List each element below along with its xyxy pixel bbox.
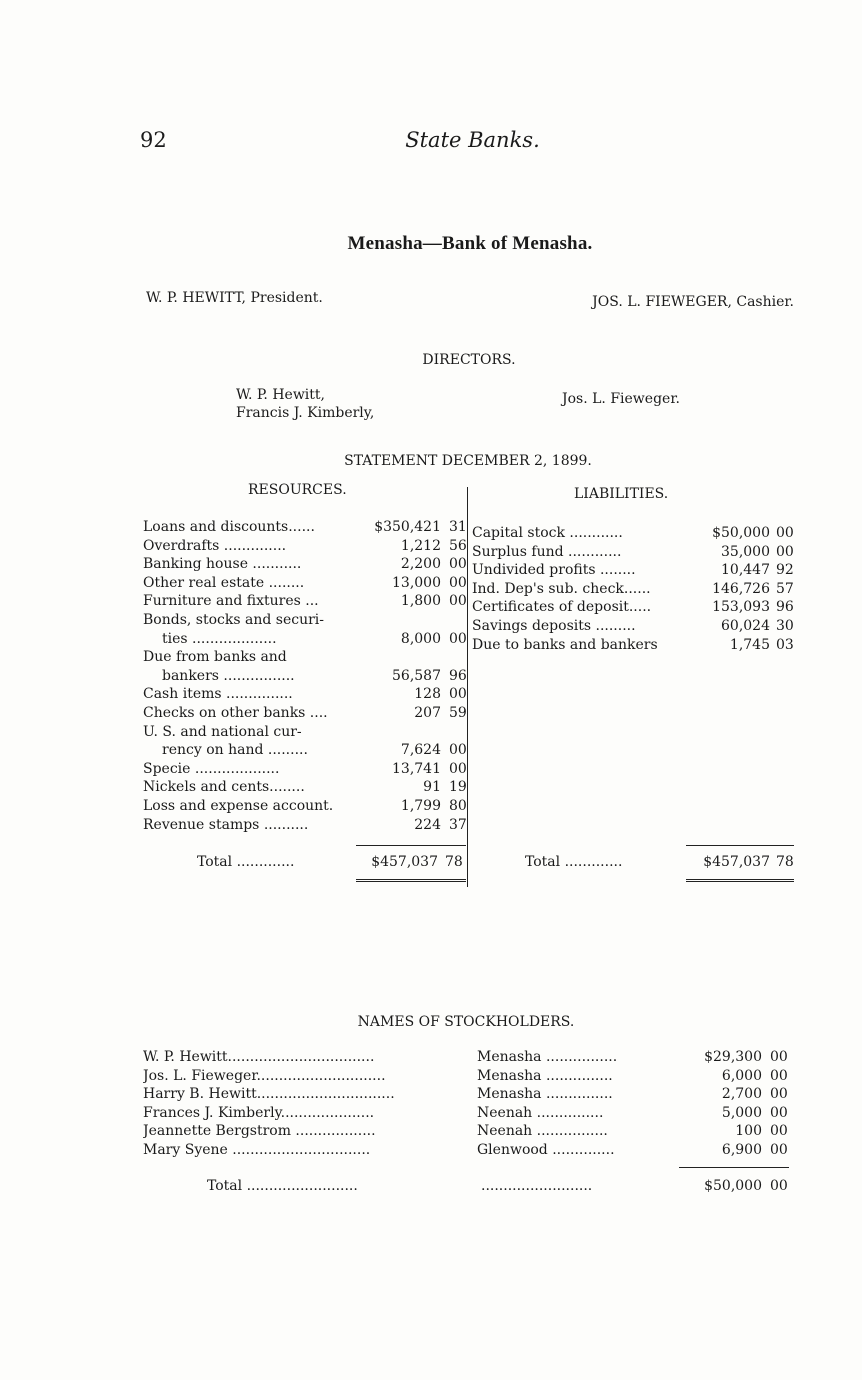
- resource-label: Due from banks and: [143, 649, 287, 666]
- total-place-dots: .........................: [481, 1178, 593, 1194]
- liability-dollars: 60,024: [721, 618, 770, 634]
- liabilities-total-rule: [686, 879, 794, 882]
- resource-dollars: $350,421: [374, 519, 441, 535]
- resource-label: Banking house ...........: [143, 556, 302, 573]
- resource-row: [0, 723, 862, 741]
- resource-label: Overdrafts ..............: [143, 537, 287, 554]
- president: W. P. HEWITT, President.: [146, 290, 323, 306]
- resource-label: Furniture and fixtures ...: [143, 593, 319, 610]
- resources-total-rule: [356, 879, 466, 882]
- stockholder-row: [0, 1048, 862, 1066]
- liability-row: [0, 617, 862, 635]
- resource-row: [0, 760, 862, 778]
- stockholder-row: [0, 1104, 862, 1122]
- resource-dollars: 2,200: [400, 556, 441, 573]
- resource-dollars: 1,799: [400, 798, 441, 814]
- statement-heading: STATEMENT DECEMBER 2, 1899.: [344, 453, 592, 469]
- stockholders-heading: NAMES OF STOCKHOLDERS.: [357, 1014, 575, 1030]
- total-cents: 78: [445, 854, 463, 870]
- stockholder-dollars: 5,000: [721, 1104, 762, 1121]
- resource-cents: 96: [449, 667, 467, 684]
- stockholder-place: Glenwood ..............: [477, 1142, 615, 1158]
- stockholder-row: [0, 1067, 862, 1085]
- liability-cents: 03: [776, 636, 794, 653]
- resource-cents: 00: [449, 630, 467, 647]
- liabilities-total-row: [0, 853, 862, 871]
- liability-cents: 30: [776, 618, 794, 634]
- stockholder-cents: 00: [770, 1104, 788, 1121]
- liability-cents: 00: [776, 525, 794, 541]
- liability-row: [0, 543, 862, 561]
- stockholders-total-row: [0, 1177, 862, 1195]
- resource-cents: 37: [449, 816, 467, 833]
- stockholder-cents: 00: [770, 1049, 788, 1065]
- resource-row: [0, 704, 862, 722]
- stockholder-row: [0, 1141, 862, 1159]
- resource-label: Cash items ...............: [143, 686, 293, 703]
- stockholder-cents: 00: [770, 1142, 788, 1158]
- resource-label: Checks on other banks ....: [143, 705, 328, 721]
- resource-dollars: 13,000: [392, 574, 441, 591]
- resource-dollars: 8,000: [400, 630, 441, 647]
- liability-label: Undivided profits ........: [472, 562, 636, 579]
- resource-cents: 00: [449, 686, 467, 703]
- stockholder-dollars: $29,300: [704, 1049, 762, 1065]
- stockholder-row: [0, 1085, 862, 1103]
- total-dollars: $457,037: [371, 854, 438, 870]
- total-label: Total .............: [197, 854, 295, 870]
- director-name: Jos. L. Fieweger.: [562, 391, 680, 407]
- liability-row: [0, 524, 862, 542]
- resource-cents: 19: [449, 779, 467, 796]
- stockholder-cents: 00: [770, 1067, 788, 1084]
- resource-dollars: 207: [414, 705, 441, 721]
- stockholder-name: Jeannette Bergstrom ..................: [143, 1123, 376, 1140]
- liability-row: [0, 636, 862, 654]
- stockholder-row: [0, 1122, 862, 1140]
- resource-cents: 00: [449, 593, 467, 610]
- resource-label: ties ...................: [162, 630, 277, 647]
- director-name: Francis J. Kimberly,: [236, 405, 375, 421]
- resource-row: [0, 685, 862, 703]
- resource-label: Specie ...................: [143, 760, 280, 777]
- resource-row: [0, 778, 862, 796]
- stockholder-dollars: 2,700: [721, 1086, 762, 1103]
- stockholder-place: Menasha ...............: [477, 1067, 613, 1084]
- resource-label: Loss and expense account.: [143, 798, 334, 814]
- stockholder-dollars: 100: [735, 1123, 762, 1140]
- director-name: W. P. Hewitt,: [236, 387, 325, 403]
- stockholder-place: Menasha ...............: [477, 1086, 613, 1103]
- resource-dollars: 1,212: [400, 537, 441, 554]
- bank-title: Menasha—Bank of Menasha.: [347, 233, 593, 254]
- liability-label: Due to banks and bankers: [472, 636, 658, 653]
- resource-label: Other real estate ........: [143, 574, 305, 591]
- resource-row: [0, 667, 862, 685]
- liability-label: Ind. Dep's sub. check......: [472, 580, 651, 597]
- liability-dollars: 10,447: [721, 562, 770, 579]
- stockholder-place: Neenah ................: [477, 1123, 608, 1140]
- stockholder-name: Mary Syene ...............................: [143, 1142, 371, 1158]
- liability-cents: 00: [776, 543, 794, 560]
- liabilities-subtotal-rule: [686, 845, 794, 846]
- resource-row: [0, 741, 862, 759]
- resource-cents: 59: [449, 705, 467, 721]
- resource-cents: 00: [449, 742, 467, 759]
- liabilities-heading: LIABILITIES.: [574, 486, 669, 502]
- resource-dollars: 56,587: [392, 667, 441, 684]
- stockholder-place: Menasha ................: [477, 1049, 618, 1065]
- resource-cents: 00: [449, 760, 467, 777]
- liability-label: Capital stock ............: [472, 525, 623, 541]
- resource-label: Loans and discounts......: [143, 519, 315, 535]
- stockholder-place: Neenah ...............: [477, 1104, 604, 1121]
- stockholder-name: Harry B. Hewitt...............................: [143, 1086, 395, 1103]
- resource-label: rency on hand .........: [162, 742, 308, 759]
- resource-dollars: 128: [414, 686, 441, 703]
- stockholder-name: Frances J. Kimberly.....................: [143, 1104, 375, 1121]
- liability-dollars: 153,093: [712, 599, 770, 616]
- resource-label: bankers ................: [162, 667, 295, 684]
- directors-heading: DIRECTORS.: [422, 352, 516, 368]
- resource-dollars: 13,741: [392, 760, 441, 777]
- liability-label: Certificates of deposit.....: [472, 599, 652, 616]
- liability-row: [0, 598, 862, 616]
- resource-dollars: 91: [423, 779, 441, 796]
- stockholder-name: Jos. L. Fieweger.............................: [143, 1067, 386, 1084]
- resource-dollars: 1,800: [400, 593, 441, 610]
- stockholder-cents: 00: [770, 1123, 788, 1140]
- liability-cents: 96: [776, 599, 794, 616]
- resource-label: Revenue stamps ..........: [143, 816, 309, 833]
- liability-label: Surplus fund ............: [472, 543, 622, 560]
- resource-label: Nickels and cents........: [143, 779, 305, 796]
- liability-row: [0, 580, 862, 598]
- resources-heading: RESOURCES.: [248, 482, 347, 498]
- resource-dollars: 224: [414, 816, 441, 833]
- cashier: JOS. L. FIEWEGER, Cashier.: [592, 294, 794, 310]
- stockholder-dollars: 6,000: [721, 1067, 762, 1084]
- liability-cents: 57: [776, 580, 794, 597]
- resource-row: [0, 816, 862, 834]
- running-title: State Banks.: [405, 128, 540, 152]
- liability-row: [0, 561, 862, 579]
- resource-cents: 56: [449, 537, 467, 554]
- resource-label: U. S. and national cur-: [143, 723, 302, 740]
- total-cents: 00: [770, 1178, 788, 1194]
- total-label: Total .........................: [207, 1178, 358, 1194]
- resources-subtotal-rule: [356, 845, 466, 846]
- stockholders-subtotal-rule: [679, 1167, 789, 1168]
- liability-label: Savings deposits .........: [472, 618, 636, 634]
- stockholder-name: W. P. Hewitt.................................: [143, 1049, 375, 1065]
- total-cents: 78: [776, 854, 794, 870]
- total-label: Total .............: [525, 854, 623, 870]
- total-dollars: $457,037: [703, 854, 770, 870]
- resource-dollars: 7,624: [400, 742, 441, 759]
- resource-cents: 31: [449, 519, 467, 535]
- resource-cents: 80: [449, 798, 467, 814]
- liability-dollars: 35,000: [721, 543, 770, 560]
- liability-dollars: 1,745: [729, 636, 770, 653]
- stockholder-cents: 00: [770, 1086, 788, 1103]
- liability-dollars: $50,000: [712, 525, 770, 541]
- resource-cents: 00: [449, 556, 467, 573]
- liability-cents: 92: [776, 562, 794, 579]
- resource-row: [0, 797, 862, 815]
- page-number: 92: [140, 128, 167, 152]
- liability-dollars: 146,726: [712, 580, 770, 597]
- total-dollars: $50,000: [704, 1178, 762, 1194]
- resource-label: Bonds, stocks and securi-: [143, 612, 324, 628]
- resource-cents: 00: [449, 574, 467, 591]
- stockholder-dollars: 6,900: [721, 1142, 762, 1158]
